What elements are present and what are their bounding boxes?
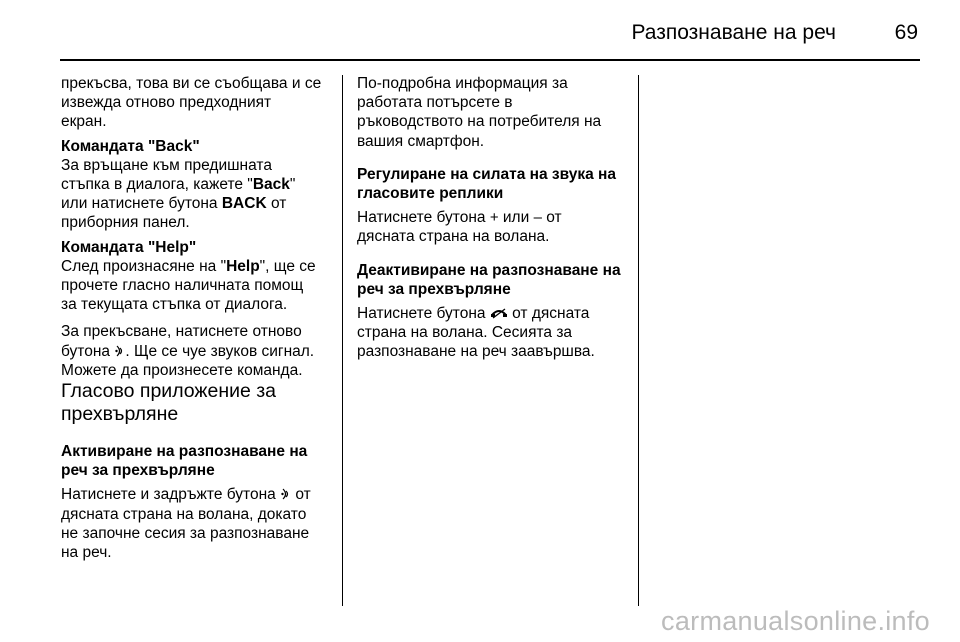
section-heading: прехвърляне (61, 403, 179, 426)
end-call-icon (490, 304, 508, 323)
plus-icon: + (489, 209, 499, 227)
left-column (61, 74, 333, 562)
deactivation-text-line: разпознаване на реч заавършва. (357, 343, 595, 361)
volume-text-line: Натиснете бутона + или – от (357, 209, 562, 227)
intro-line: По-подробна информация за (357, 75, 568, 92)
header-title: Разпознаване на реч (631, 21, 836, 44)
intro-line: извежда отново предходният (61, 94, 272, 112)
volume-heading: Регулиране на силата на звука на (357, 165, 617, 183)
help-keyword: Help (226, 257, 260, 275)
deactivation-heading: Деактивиране на разпознаване на (357, 261, 621, 279)
interrupt-text-line: бутона . Ще се чуе звуков сигнал. (61, 342, 315, 360)
activation-text-line: Натиснете и задръжте бутона от (61, 486, 311, 504)
intro-line: прекъсва, това ви се съобщава и се (61, 75, 322, 92)
activation-heading: Активиране на разпознаване на (61, 443, 308, 461)
interrupt-text-line: За прекъсване, натиснете отново (61, 323, 302, 341)
volume-heading: гласовите реплики (357, 185, 504, 203)
volume-text-line: дясната страна на волана. (357, 228, 550, 246)
page-header (60, 20, 918, 46)
activation-heading: реч за прехвърляне (61, 462, 215, 480)
back-text-line: стъпка в диалога, кажете "Back" (61, 176, 296, 194)
interrupt-text-line: Можете да произнесете команда. (61, 361, 303, 379)
help-text-line: за текущата стъпка от диалога. (61, 296, 288, 314)
intro-line: екран. (61, 113, 107, 131)
help-command-heading: Командата "Help" (61, 238, 197, 256)
back-button-name: BACK (221, 195, 267, 213)
minus-icon: – (533, 209, 542, 227)
intro-line: вашия смартфон. (357, 132, 485, 150)
back-text-line: приборния панел. (61, 214, 190, 232)
back-text-line: или натиснете бутона BACK от (61, 195, 287, 213)
deactivation-text-line: Натиснете бутона от дясната (357, 305, 590, 323)
activation-text-line: дясната страна на волана, докато (61, 505, 307, 523)
column-divider-right (638, 75, 639, 606)
header-rule (60, 59, 920, 61)
voice-button-icon (114, 342, 125, 361)
back-command-heading: Командата "Back" (61, 137, 200, 155)
deactivation-heading: реч за прехвърляне (357, 280, 511, 298)
voice-button-icon (280, 485, 291, 504)
help-text-line: След произнасяне на "Help", ще се (61, 257, 316, 275)
page-number: 69 (894, 21, 918, 44)
activation-text-line: не започне сесия за разпознаване (61, 524, 310, 542)
back-text-line: За връщане към предишната (61, 156, 272, 174)
deactivation-text-line: страна на волана. Сесията за (357, 324, 573, 342)
back-keyword: Back (252, 176, 290, 194)
column-divider-left (342, 75, 343, 606)
intro-line: работата потърсете в (357, 94, 513, 112)
watermark: carmanualsonline.info (661, 606, 930, 636)
section-heading: Гласово приложение за (61, 380, 277, 403)
intro-line: ръководството на потребителя на (357, 113, 602, 131)
activation-text-line: на реч. (61, 544, 112, 562)
right-column (357, 74, 629, 362)
help-text-line: прочете гласно наличната помощ (61, 277, 304, 295)
